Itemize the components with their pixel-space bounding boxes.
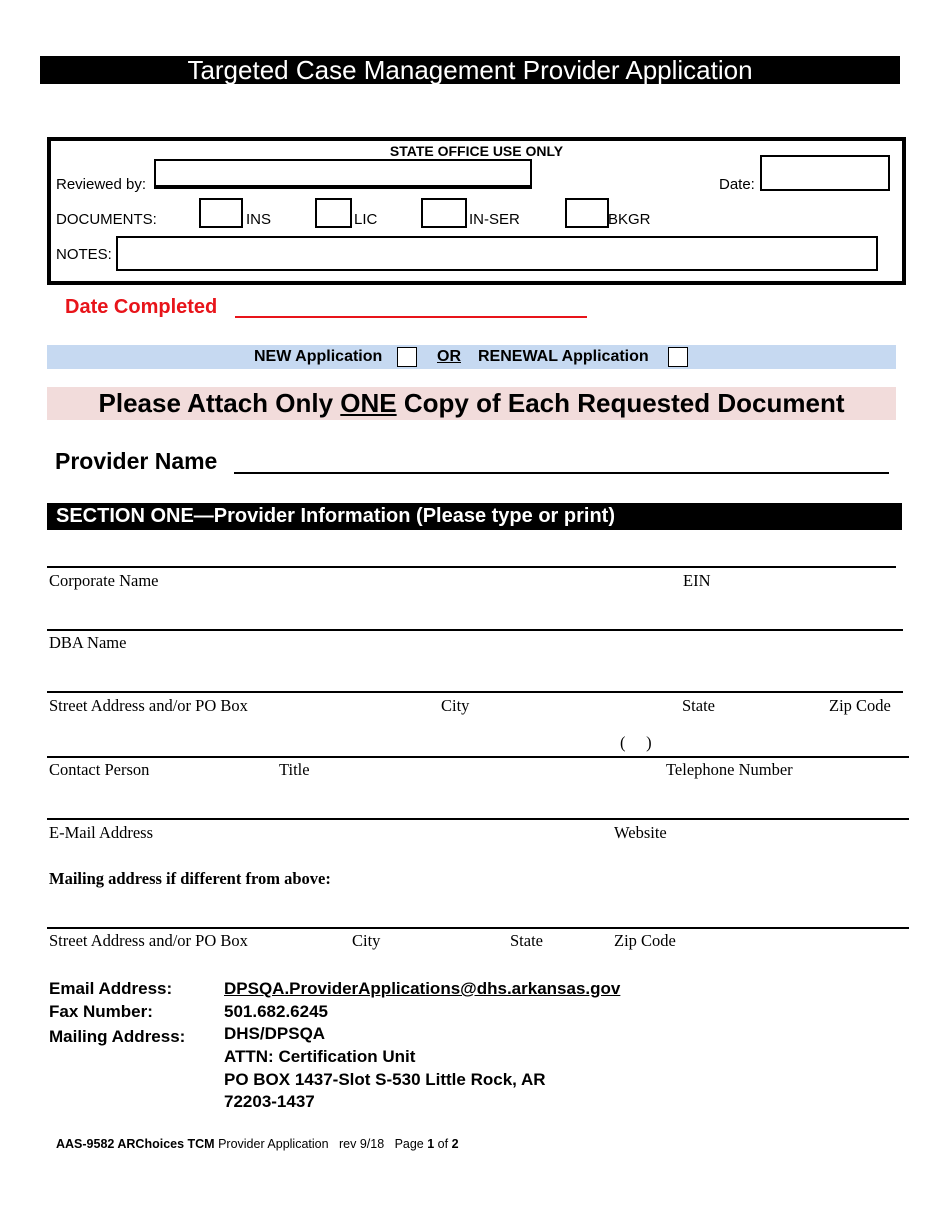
- in-ser-label: IN-SER: [469, 211, 520, 228]
- reviewed-by-underline: [154, 185, 530, 187]
- mailing-line-2: ATTN: Certification Unit: [224, 1047, 416, 1066]
- attach-notice: [47, 387, 896, 420]
- application-type-bar: [47, 345, 896, 369]
- form-footer: [56, 1137, 459, 1151]
- in-ser-checkbox[interactable]: [421, 198, 467, 228]
- bkgr-checkbox[interactable]: [565, 198, 609, 228]
- corporate-name-label: Corporate Name: [49, 571, 159, 590]
- reviewed-by-label: Reviewed by:: [56, 176, 147, 193]
- corporate-name-line[interactable]: [47, 566, 896, 568]
- contact-fax-label: Fax Number:: [49, 1002, 153, 1021]
- lic-checkbox[interactable]: [315, 198, 352, 228]
- ins-label: INS: [246, 211, 272, 228]
- or-label: OR: [437, 348, 461, 365]
- contact-email-label: Email Address:: [49, 979, 173, 998]
- date-completed-label: Date Completed: [65, 296, 218, 318]
- street-address-label: Street Address and/or PO Box: [49, 696, 248, 715]
- mailing-address-heading: Mailing address if different from above:: [49, 869, 331, 888]
- contact-mailing-label: Mailing Address:: [49, 1027, 186, 1046]
- ein-label: EIN: [683, 571, 711, 590]
- email-line[interactable]: [47, 818, 909, 820]
- contact-person-line[interactable]: [47, 756, 909, 758]
- bkgr-label: BKGR: [608, 211, 651, 228]
- mailing-street-label: Street Address and/or PO Box: [49, 931, 248, 950]
- footer-page-number: 1: [427, 1137, 435, 1151]
- phone-area-code-parens: ( ): [620, 733, 652, 752]
- contact-email-link[interactable]: DPSQA.ProviderApplications@dhs.arkansas.gov: [224, 979, 621, 998]
- attach-notice-emphasis: ONE: [340, 388, 397, 418]
- office-use-heading: STATE OFFICE USE ONLY: [389, 143, 564, 159]
- footer-description: Provider Application rev 9/18 Page: [214, 1137, 428, 1151]
- contact-fax-value: 501.682.6245: [224, 1002, 328, 1021]
- form-title: Targeted Case Management Provider Application: [40, 56, 900, 84]
- mailing-city-label: City: [352, 931, 381, 950]
- state-label: State: [682, 696, 715, 715]
- date-completed-line[interactable]: [235, 316, 587, 318]
- attach-notice-before: Please Attach Only: [98, 388, 341, 418]
- footer-page-total: 2: [451, 1137, 459, 1151]
- provider-name-label: Provider Name: [55, 448, 218, 474]
- date-label: Date:: [719, 176, 755, 193]
- telephone-number-label: Telephone Number: [666, 760, 793, 779]
- notes-label: NOTES:: [56, 246, 112, 263]
- mailing-line-3: PO BOX 1437-Slot S-530 Little Rock, AR: [224, 1070, 546, 1089]
- attach-notice-after: Copy of Each Requested Document: [396, 388, 845, 418]
- mailing-street-line[interactable]: [47, 927, 909, 929]
- notes-input[interactable]: [116, 236, 878, 271]
- ins-checkbox[interactable]: [199, 198, 243, 228]
- city-label: City: [441, 696, 470, 715]
- footer-form-id: AAS-9582 ARChoices TCM: [56, 1137, 215, 1151]
- footer-of: of: [434, 1137, 452, 1151]
- renewal-application-checkbox[interactable]: [668, 347, 688, 367]
- office-date-input[interactable]: [760, 155, 890, 191]
- zip-code-label: Zip Code: [829, 696, 891, 715]
- mailing-line-4: 72203-1437: [224, 1092, 315, 1111]
- mailing-line-1: DHS/DPSQA: [224, 1024, 326, 1043]
- renewal-application-label: RENEWAL Application: [478, 348, 649, 365]
- dba-name-label: DBA Name: [49, 633, 127, 652]
- new-application-label: NEW Application: [254, 348, 383, 365]
- mailing-zip-label: Zip Code: [614, 931, 676, 950]
- documents-label: DOCUMENTS:: [56, 211, 157, 228]
- mailing-state-label: State: [510, 931, 543, 950]
- street-address-line[interactable]: [47, 691, 903, 693]
- state-office-use-box: [47, 137, 906, 285]
- dba-name-line[interactable]: [47, 629, 903, 631]
- website-label: Website: [614, 823, 667, 842]
- new-application-checkbox[interactable]: [397, 347, 417, 367]
- lic-label: LIC: [354, 211, 378, 228]
- email-address-label: E-Mail Address: [49, 823, 154, 842]
- section-one-header: SECTION ONE—Provider Information (Please type or print): [47, 503, 902, 530]
- provider-name-line[interactable]: [234, 472, 889, 474]
- title-label: Title: [279, 760, 310, 779]
- contact-person-label: Contact Person: [49, 760, 150, 779]
